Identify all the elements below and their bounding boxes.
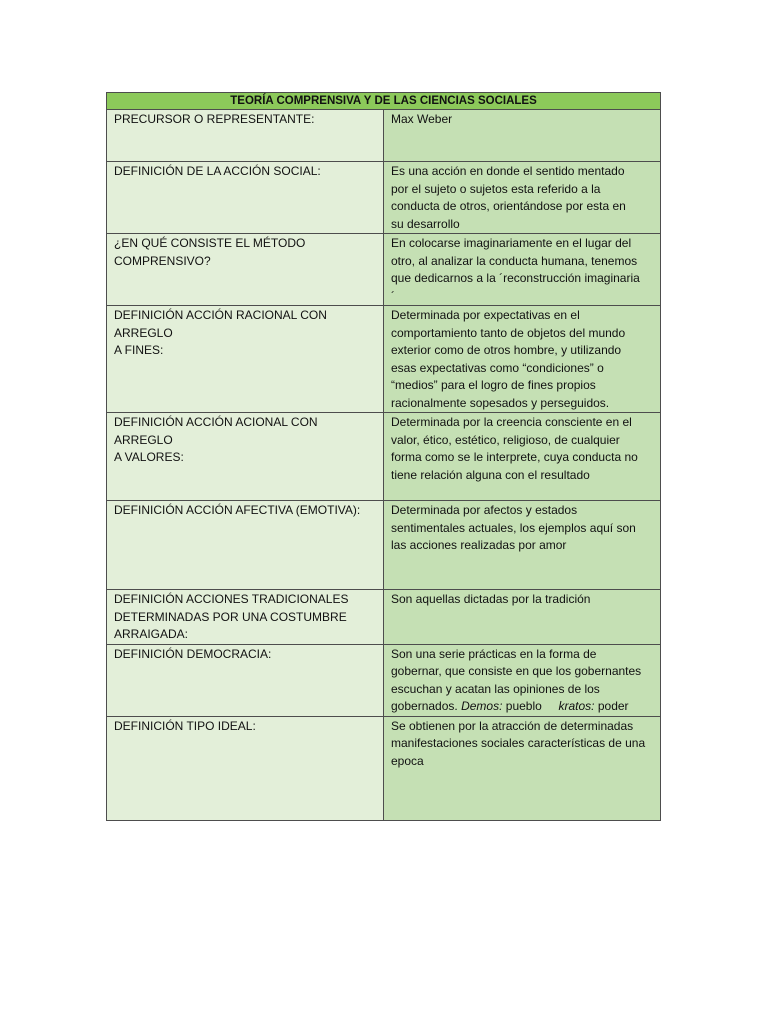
answer-cell [384, 590, 661, 645]
question-text: DEFINICIÓN ACCIÓN ACIONAL CON ARREGLO A VALORES: [114, 415, 318, 464]
question-cell [107, 644, 384, 716]
answer-text: Es una acción en donde el sentido mentado por el sujeto o sujetos esta referido a la conducta de otros, orientándose por esta en su desarrollo [391, 164, 626, 231]
demos-value: pueblo [505, 699, 542, 713]
kratos-label: kratos: [558, 699, 595, 713]
table-header-row [107, 93, 661, 110]
question-text: DEFINICIÓN DE LA ACCIÓN SOCIAL: [114, 164, 321, 178]
answer-cell [384, 501, 661, 590]
table-row [107, 234, 661, 306]
table-title: TEORÍA COMPRENSIVA Y DE LAS CIENCIAS SOCIALES [107, 93, 661, 110]
question-text: DEFINICIÓN ACCIONES TRADICIONALES DETERMINADAS POR UNA COSTUMBRE ARRAIGADA: [114, 592, 349, 641]
answer-body: Son una serie prácticas en la forma de gobernar, que consiste en que los gobernantes escuchan y acatan las opiniones de los gobernados. [391, 646, 642, 713]
answer-cell [384, 306, 661, 413]
question-cell [107, 306, 384, 413]
answer-cell [384, 162, 661, 234]
demos-label: Demos: [461, 699, 503, 713]
question-text: DEFINICIÓN ACCIÓN RACIONAL CON ARREGLO A FINES: [114, 308, 327, 357]
question-cell [107, 162, 384, 234]
question-text: ¿EN QUÉ CONSISTE EL MÉTODO COMPRENSIVO? [114, 236, 306, 268]
question-cell [107, 234, 384, 306]
table-row [107, 501, 661, 590]
answer-text: Max Weber [391, 112, 453, 126]
answer-text: En colocarse imaginariamente en el lugar del otro, al analizar la conducta humana, tenemos que dedicarnos a la ´reconstrucción imaginaria ´ [391, 236, 640, 303]
answer-cell [384, 110, 661, 162]
answer-text: Determinada por afectos y estados sentimentales actuales, los ejemplos aquí son las acciones realizadas por amor [391, 503, 636, 552]
theory-table [106, 92, 661, 821]
answer-text: Determinada por expectativas en el comportamiento tanto de objetos del mundo exterior como de otros hombre, y utilizando esas expectativas como “condiciones” o “medios” para el logro de fines propios racionalmente sopesados y perseguidos. [391, 308, 626, 410]
answer-cell [384, 234, 661, 306]
question-cell [107, 413, 384, 501]
answer-text: Son aquellas dictadas por la tradición [391, 592, 591, 606]
question-cell [107, 110, 384, 162]
answer-cell [384, 644, 661, 716]
answer-cell [384, 716, 661, 820]
answer-text [384, 645, 660, 716]
kratos-value: poder [597, 699, 629, 713]
table-row [107, 644, 661, 716]
table-row [107, 162, 661, 234]
answer-text: Determinada por la creencia consciente en el valor, ético, estético, religioso, de cualquier forma como se le interprete, cuya conducta no tiene relación alguna con el resultado [391, 415, 638, 482]
table-row [107, 716, 661, 820]
table-row [107, 110, 661, 162]
question-cell [107, 501, 384, 590]
question-cell [107, 590, 384, 645]
question-text: DEFINICIÓN ACCIÓN AFECTIVA (EMOTIVA): [114, 503, 361, 517]
question-text: DEFINICIÓN DEMOCRACIA: [114, 646, 272, 661]
question-text: PRECURSOR O REPRESENTANTE: [114, 112, 315, 126]
table-row [107, 590, 661, 645]
question-text: DEFINICIÓN TIPO IDEAL: [114, 718, 256, 733]
table-row [107, 306, 661, 413]
answer-text: Se obtienen por la atracción de determinadas manifestaciones sociales características de una epoca [391, 718, 646, 768]
answer-cell [384, 413, 661, 501]
question-cell [107, 716, 384, 820]
table-row [107, 413, 661, 501]
